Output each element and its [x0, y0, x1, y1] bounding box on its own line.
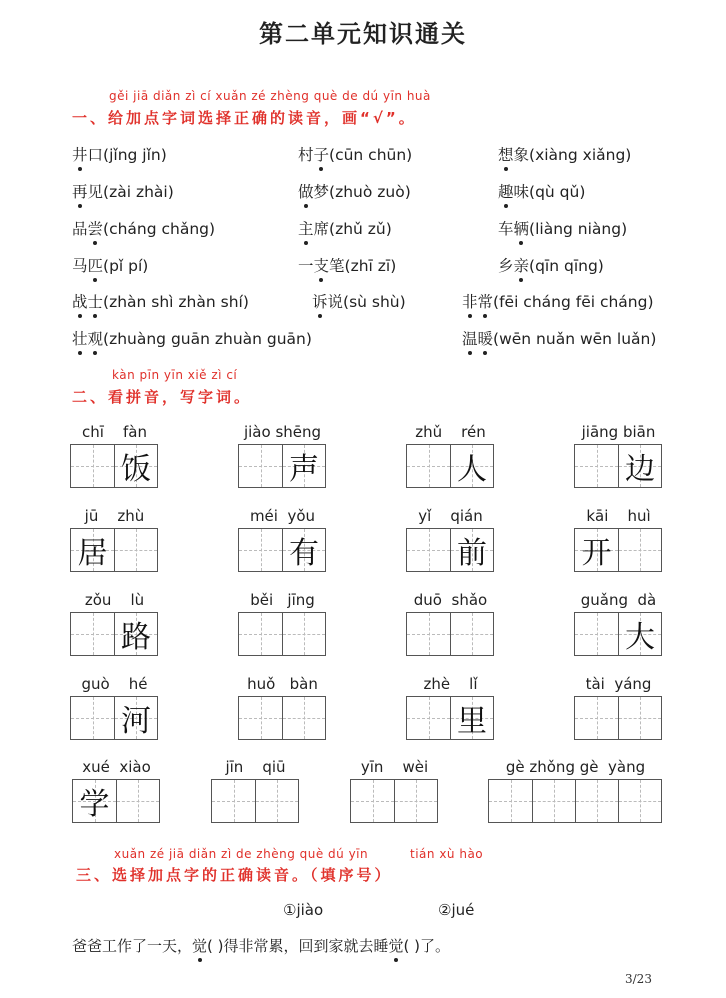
blank-cell[interactable] — [255, 780, 298, 822]
answer-blank-1[interactable]: ( )得非常累，回到家就去睡 — [207, 937, 389, 955]
dotted-char: 常 — [477, 293, 494, 311]
dotted-char: 主 — [298, 220, 314, 238]
grid-pinyin: tài yáng — [585, 675, 652, 693]
reading-item[interactable] — [298, 180, 411, 202]
grid-pinyin: chī fàn — [82, 423, 147, 441]
word-char: 笔 — [329, 257, 345, 275]
word-char: 马 — [72, 257, 88, 275]
word-char: 象 — [513, 146, 530, 164]
blank-cell[interactable] — [239, 613, 282, 655]
page-number: 3/23 — [625, 972, 652, 986]
pinyin-options: (cháng chǎng) — [103, 220, 216, 238]
given-character: 人 — [457, 452, 487, 487]
writing-grid[interactable] — [574, 528, 662, 572]
pinyin-options: (zhǔ zǔ) — [329, 220, 392, 238]
option-jue: ②jué — [438, 901, 475, 919]
writing-grid[interactable] — [72, 779, 160, 823]
writing-grid[interactable] — [406, 444, 494, 488]
answer-blank-2[interactable]: ( )了。 — [403, 937, 451, 955]
writing-grid[interactable] — [406, 696, 494, 740]
dotted-char: 井 — [72, 146, 88, 164]
given-character: 前 — [457, 536, 487, 571]
dotted-char: 做 — [298, 183, 314, 201]
pinyin-options: (zài zhài) — [103, 183, 174, 201]
writing-grid[interactable] — [238, 444, 326, 488]
writing-grid[interactable] — [70, 612, 158, 656]
blank-cell[interactable] — [618, 780, 661, 822]
writing-grid[interactable] — [70, 528, 158, 572]
blank-cell[interactable] — [71, 697, 114, 739]
filled-cell[interactable] — [450, 445, 493, 487]
pinyin-options: (cūn chūn) — [329, 146, 413, 164]
given-character: 声 — [289, 452, 319, 487]
blank-cell[interactable] — [575, 613, 618, 655]
dotted-char: 战 — [72, 293, 88, 311]
filled-cell[interactable] — [618, 613, 661, 655]
filled-cell[interactable] — [618, 445, 661, 487]
dotted-char: 觉 — [388, 937, 404, 955]
reading-item[interactable] — [498, 217, 627, 239]
blank-cell[interactable] — [282, 613, 325, 655]
word-char: 一 — [298, 257, 314, 275]
grid-pinyin: méi yǒu — [249, 507, 316, 525]
filled-cell[interactable] — [114, 613, 157, 655]
pinyin-options: (liàng niàng) — [529, 220, 628, 238]
section2-pinyin: kàn pīn yīn xiě zì cí — [112, 368, 238, 382]
grid-pinyin: huǒ bàn — [247, 675, 318, 693]
word-char: 梦 — [313, 183, 330, 201]
pinyin-options: (qīn qīng) — [529, 257, 604, 275]
writing-grid[interactable] — [574, 696, 662, 740]
reading-item[interactable] — [498, 180, 585, 202]
given-character: 饭 — [121, 452, 151, 487]
dotted-char: 暖 — [477, 330, 494, 348]
pinyin-options: (zhuàng guān zhuàn guān) — [103, 330, 312, 348]
blank-cell[interactable] — [618, 529, 661, 571]
word-char: 说 — [327, 293, 344, 311]
word-char: 味 — [513, 183, 530, 201]
reading-item[interactable] — [462, 327, 656, 349]
grid-pinyin: gè zhǒng gè yàng — [505, 758, 646, 776]
blank-cell[interactable] — [575, 780, 618, 822]
blank-cell[interactable] — [407, 529, 450, 571]
word-char: 乡 — [498, 257, 514, 275]
blank-cell[interactable] — [114, 529, 157, 571]
word-char: 见 — [87, 183, 104, 201]
blank-cell[interactable] — [71, 445, 114, 487]
blank-cell[interactable] — [532, 780, 575, 822]
section3-heading: 三、选择加点字的正确读音。（填序号） — [76, 866, 393, 884]
grid-pinyin: běi jīng — [250, 591, 315, 609]
grid-pinyin: xué xiào — [82, 758, 151, 776]
filled-cell[interactable] — [575, 529, 618, 571]
section1-heading: 一、给加点字词选择正确的读音，画“√”。 — [72, 109, 417, 127]
filled-cell[interactable] — [71, 529, 114, 571]
dotted-char: 士 — [87, 293, 104, 311]
pinyin-options: (zhuò zuò) — [329, 183, 411, 201]
dotted-char: 壮 — [72, 330, 88, 348]
dotted-char: 诉 — [312, 293, 328, 311]
dotted-char: 趣 — [498, 183, 514, 201]
given-character: 大 — [625, 620, 655, 655]
dotted-char: 再 — [72, 183, 88, 201]
grid-pinyin: guǎng dà — [580, 591, 657, 609]
word-char: 村 — [298, 146, 314, 164]
grid-pinyin: yīn wèi — [360, 758, 429, 776]
pinyin-options: (xiàng xiǎng) — [529, 146, 632, 164]
pinyin-options: (pǐ pí) — [103, 257, 149, 275]
blank-cell[interactable] — [575, 445, 618, 487]
blank-cell[interactable] — [450, 613, 493, 655]
filled-cell[interactable] — [282, 529, 325, 571]
given-character: 有 — [289, 536, 319, 571]
dotted-char: 温 — [462, 330, 478, 348]
writing-grid[interactable] — [70, 444, 158, 488]
blank-cell[interactable] — [239, 445, 282, 487]
reading-item[interactable] — [462, 290, 654, 312]
given-character: 居 — [77, 536, 108, 571]
section1-pinyin: gěi jiā diǎn zì cí xuǎn zé zhèng què de dú yīn huà — [109, 89, 431, 103]
section3-pinyin-2: tián xù hào — [410, 847, 484, 861]
reading-item[interactable] — [298, 143, 412, 165]
writing-grid[interactable] — [211, 779, 299, 823]
reading-item[interactable] — [498, 143, 631, 165]
blank-cell[interactable] — [407, 697, 450, 739]
section2-heading: 二、看拼音，写字词。 — [72, 388, 253, 406]
grid-pinyin: zhǔ rén — [415, 423, 486, 441]
blank-cell[interactable] — [489, 780, 532, 822]
dotted-char: 匹 — [87, 257, 104, 275]
writing-grid[interactable] — [406, 612, 494, 656]
pinyin-options: (wēn nuǎn wēn luǎn) — [493, 330, 657, 348]
dotted-char: 观 — [87, 330, 104, 348]
dotted-char: 支 — [313, 257, 330, 275]
writing-grid[interactable] — [574, 612, 662, 656]
reading-item[interactable] — [72, 327, 312, 349]
pinyin-options: (fēi cháng fēi cháng) — [493, 293, 654, 311]
writing-grid[interactable] — [238, 528, 326, 572]
reading-item[interactable] — [72, 217, 215, 239]
given-character: 里 — [457, 704, 487, 739]
dotted-char: 辆 — [513, 220, 530, 238]
blank-cell[interactable] — [116, 780, 159, 822]
section3-pinyin: xuǎn zé jiā diǎn zì de zhèng què dú yīn — [114, 847, 369, 861]
filled-cell[interactable] — [73, 780, 116, 822]
filled-cell[interactable] — [114, 697, 157, 739]
blank-cell[interactable] — [618, 697, 661, 739]
given-character: 路 — [121, 620, 151, 655]
grid-pinyin: yǐ qián — [418, 507, 483, 525]
blank-cell[interactable] — [212, 780, 255, 822]
grid-pinyin: guò hé — [81, 675, 148, 693]
grid-pinyin: zǒu lù — [84, 591, 145, 609]
writing-grid[interactable] — [406, 528, 494, 572]
blank-cell[interactable] — [407, 613, 450, 655]
filled-cell[interactable] — [450, 697, 493, 739]
writing-grid[interactable] — [350, 779, 438, 823]
blank-cell[interactable] — [351, 780, 394, 822]
filled-cell[interactable] — [450, 529, 493, 571]
dotted-char: 尝 — [87, 220, 104, 238]
given-character: 学 — [79, 787, 110, 822]
page-title: 第二单元知识通关 — [259, 19, 467, 48]
writing-grid[interactable] — [238, 612, 326, 656]
pinyin-options: (sù shù) — [343, 293, 406, 311]
dotted-char: 想 — [498, 146, 514, 164]
blank-cell[interactable] — [394, 780, 437, 822]
filled-cell[interactable] — [114, 445, 157, 487]
sentence-part: 爸爸工作了一天， — [72, 937, 193, 955]
filled-cell[interactable] — [282, 445, 325, 487]
grid-pinyin: zhè lǐ — [423, 675, 478, 693]
reading-item[interactable] — [72, 143, 167, 165]
grid-pinyin: jīn qiū — [225, 758, 286, 776]
word-char: 口 — [87, 146, 104, 164]
grid-pinyin: jiào shēng — [243, 423, 322, 441]
given-character: 开 — [581, 536, 612, 571]
given-character: 边 — [625, 452, 655, 487]
reading-item[interactable] — [298, 217, 392, 239]
dotted-char: 非 — [462, 293, 478, 311]
grid-pinyin: jū zhù — [84, 507, 145, 525]
reading-item[interactable] — [298, 254, 396, 276]
word-char: 车 — [498, 220, 514, 238]
writing-grid[interactable] — [238, 696, 326, 740]
reading-item[interactable] — [498, 254, 604, 276]
dotted-char: 亲 — [513, 257, 530, 275]
pinyin-options: (qù qǔ) — [529, 183, 586, 201]
reading-item[interactable] — [312, 290, 406, 312]
dotted-char: 子 — [313, 146, 330, 164]
reading-item[interactable] — [72, 180, 174, 202]
question-sentence — [72, 935, 450, 956]
option-jiao: ①jiào — [283, 901, 324, 919]
blank-cell[interactable] — [239, 697, 282, 739]
writing-grid[interactable] — [574, 444, 662, 488]
word-char: 品 — [72, 220, 88, 238]
pinyin-options: (jǐng jǐn) — [103, 146, 167, 164]
blank-cell[interactable] — [407, 445, 450, 487]
pinyin-options: (zhī zī) — [344, 257, 397, 275]
blank-cell[interactable] — [71, 613, 114, 655]
writing-grid[interactable] — [70, 696, 158, 740]
dotted-char: 觉 — [192, 937, 208, 955]
grid-pinyin: kāi huì — [586, 507, 651, 525]
blank-cell[interactable] — [575, 697, 618, 739]
given-character: 河 — [121, 704, 151, 739]
blank-cell[interactable] — [239, 529, 282, 571]
blank-cell[interactable] — [282, 697, 325, 739]
writing-grid[interactable] — [488, 779, 662, 823]
word-char: 席 — [313, 220, 330, 238]
grid-pinyin: jiāng biān — [581, 423, 656, 441]
reading-item[interactable] — [72, 290, 249, 312]
reading-item[interactable] — [72, 254, 148, 276]
pinyin-options: (zhàn shì zhàn shí) — [103, 293, 249, 311]
grid-pinyin: duō shǎo — [413, 591, 488, 609]
